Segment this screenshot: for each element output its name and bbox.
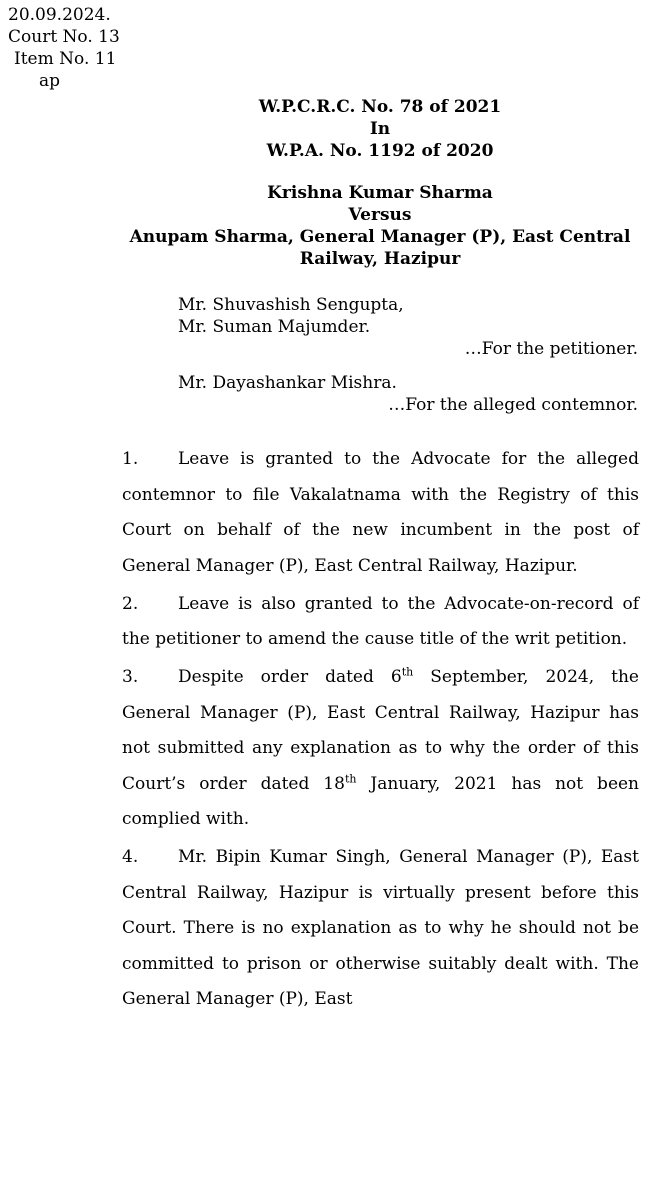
court-number: Court No. 13: [8, 27, 120, 47]
counsel-role: …For the petitioner.: [464, 339, 638, 359]
paragraph-number: 3.: [122, 667, 139, 687]
paragraph-text: Despite order dated 6: [178, 667, 402, 687]
counsel-name: Mr. Shuvashish Sengupta,: [178, 295, 404, 315]
ordinal-suffix: th: [401, 665, 414, 679]
versus-label: Versus: [348, 205, 412, 225]
order-date: 20.09.2024.: [8, 5, 111, 25]
paragraph-2: [122, 587, 639, 658]
contemnor-counsel: [178, 372, 638, 416]
counsel-name: Mr. Suman Majumder.: [178, 317, 371, 337]
paragraph-number: 2.: [122, 593, 139, 614]
petitioner-counsel: [178, 294, 638, 360]
clerk-initials: ap: [39, 71, 61, 91]
paragraph-1: [122, 442, 639, 584]
counsel-name: Mr. Dayashankar Mishra.: [178, 373, 397, 393]
paragraph-number: 1.: [122, 449, 139, 469]
paragraph-text: September, 2024, the General Manager (P), East Central Railway, Hazipur has not submitted any explanation as to why the order of this Court’s order dated 18: [122, 667, 639, 794]
paragraph-text: Mr. Bipin Kumar Singh, General Manager (P), East Central Railway, Hazipur is virtually present before this Court. There is no explanation as to why he should not be committed to prison or otherwise suitably dealt with. The General Manager (P), East: [122, 847, 639, 1009]
item-number: Item No. 11: [14, 49, 117, 69]
paragraph-text: January, 2021 has not been complied with.: [122, 773, 640, 829]
case-connector: In: [369, 119, 391, 139]
respondent-name-line1: Anupam Sharma, General Manager (P), East Central: [129, 227, 631, 247]
header-meta: [8, 4, 120, 92]
petitioner-name: Krishna Kumar Sharma: [267, 183, 493, 203]
order-body: [122, 442, 639, 1020]
paragraph-3: [122, 660, 639, 838]
case-number: W.P.C.R.C. No. 78 of 2021: [258, 97, 502, 117]
respondent-name-line2: Railway, Hazipur: [299, 249, 461, 269]
case-number-block: [120, 96, 640, 162]
paragraph-4: [122, 840, 639, 1018]
parties-block: [120, 182, 640, 270]
ordinal-suffix: th: [344, 771, 357, 785]
counsel-role: …For the alleged contemnor.: [388, 395, 638, 415]
parent-case-number: W.P.A. No. 1192 of 2020: [266, 141, 494, 161]
paragraph-number: 4.: [122, 847, 139, 867]
paragraph-text: Leave is granted to the Advocate for the alleged contemnor to file Vakalatnama with the Registry of this Court on behalf of the new incumbent in the post of General Manager (P), East Central Railway, Hazipur.: [122, 449, 639, 576]
paragraph-text: Leave is also granted to the Advocate-on-record of the petitioner to amend the cause title of the writ petition.: [122, 593, 639, 649]
